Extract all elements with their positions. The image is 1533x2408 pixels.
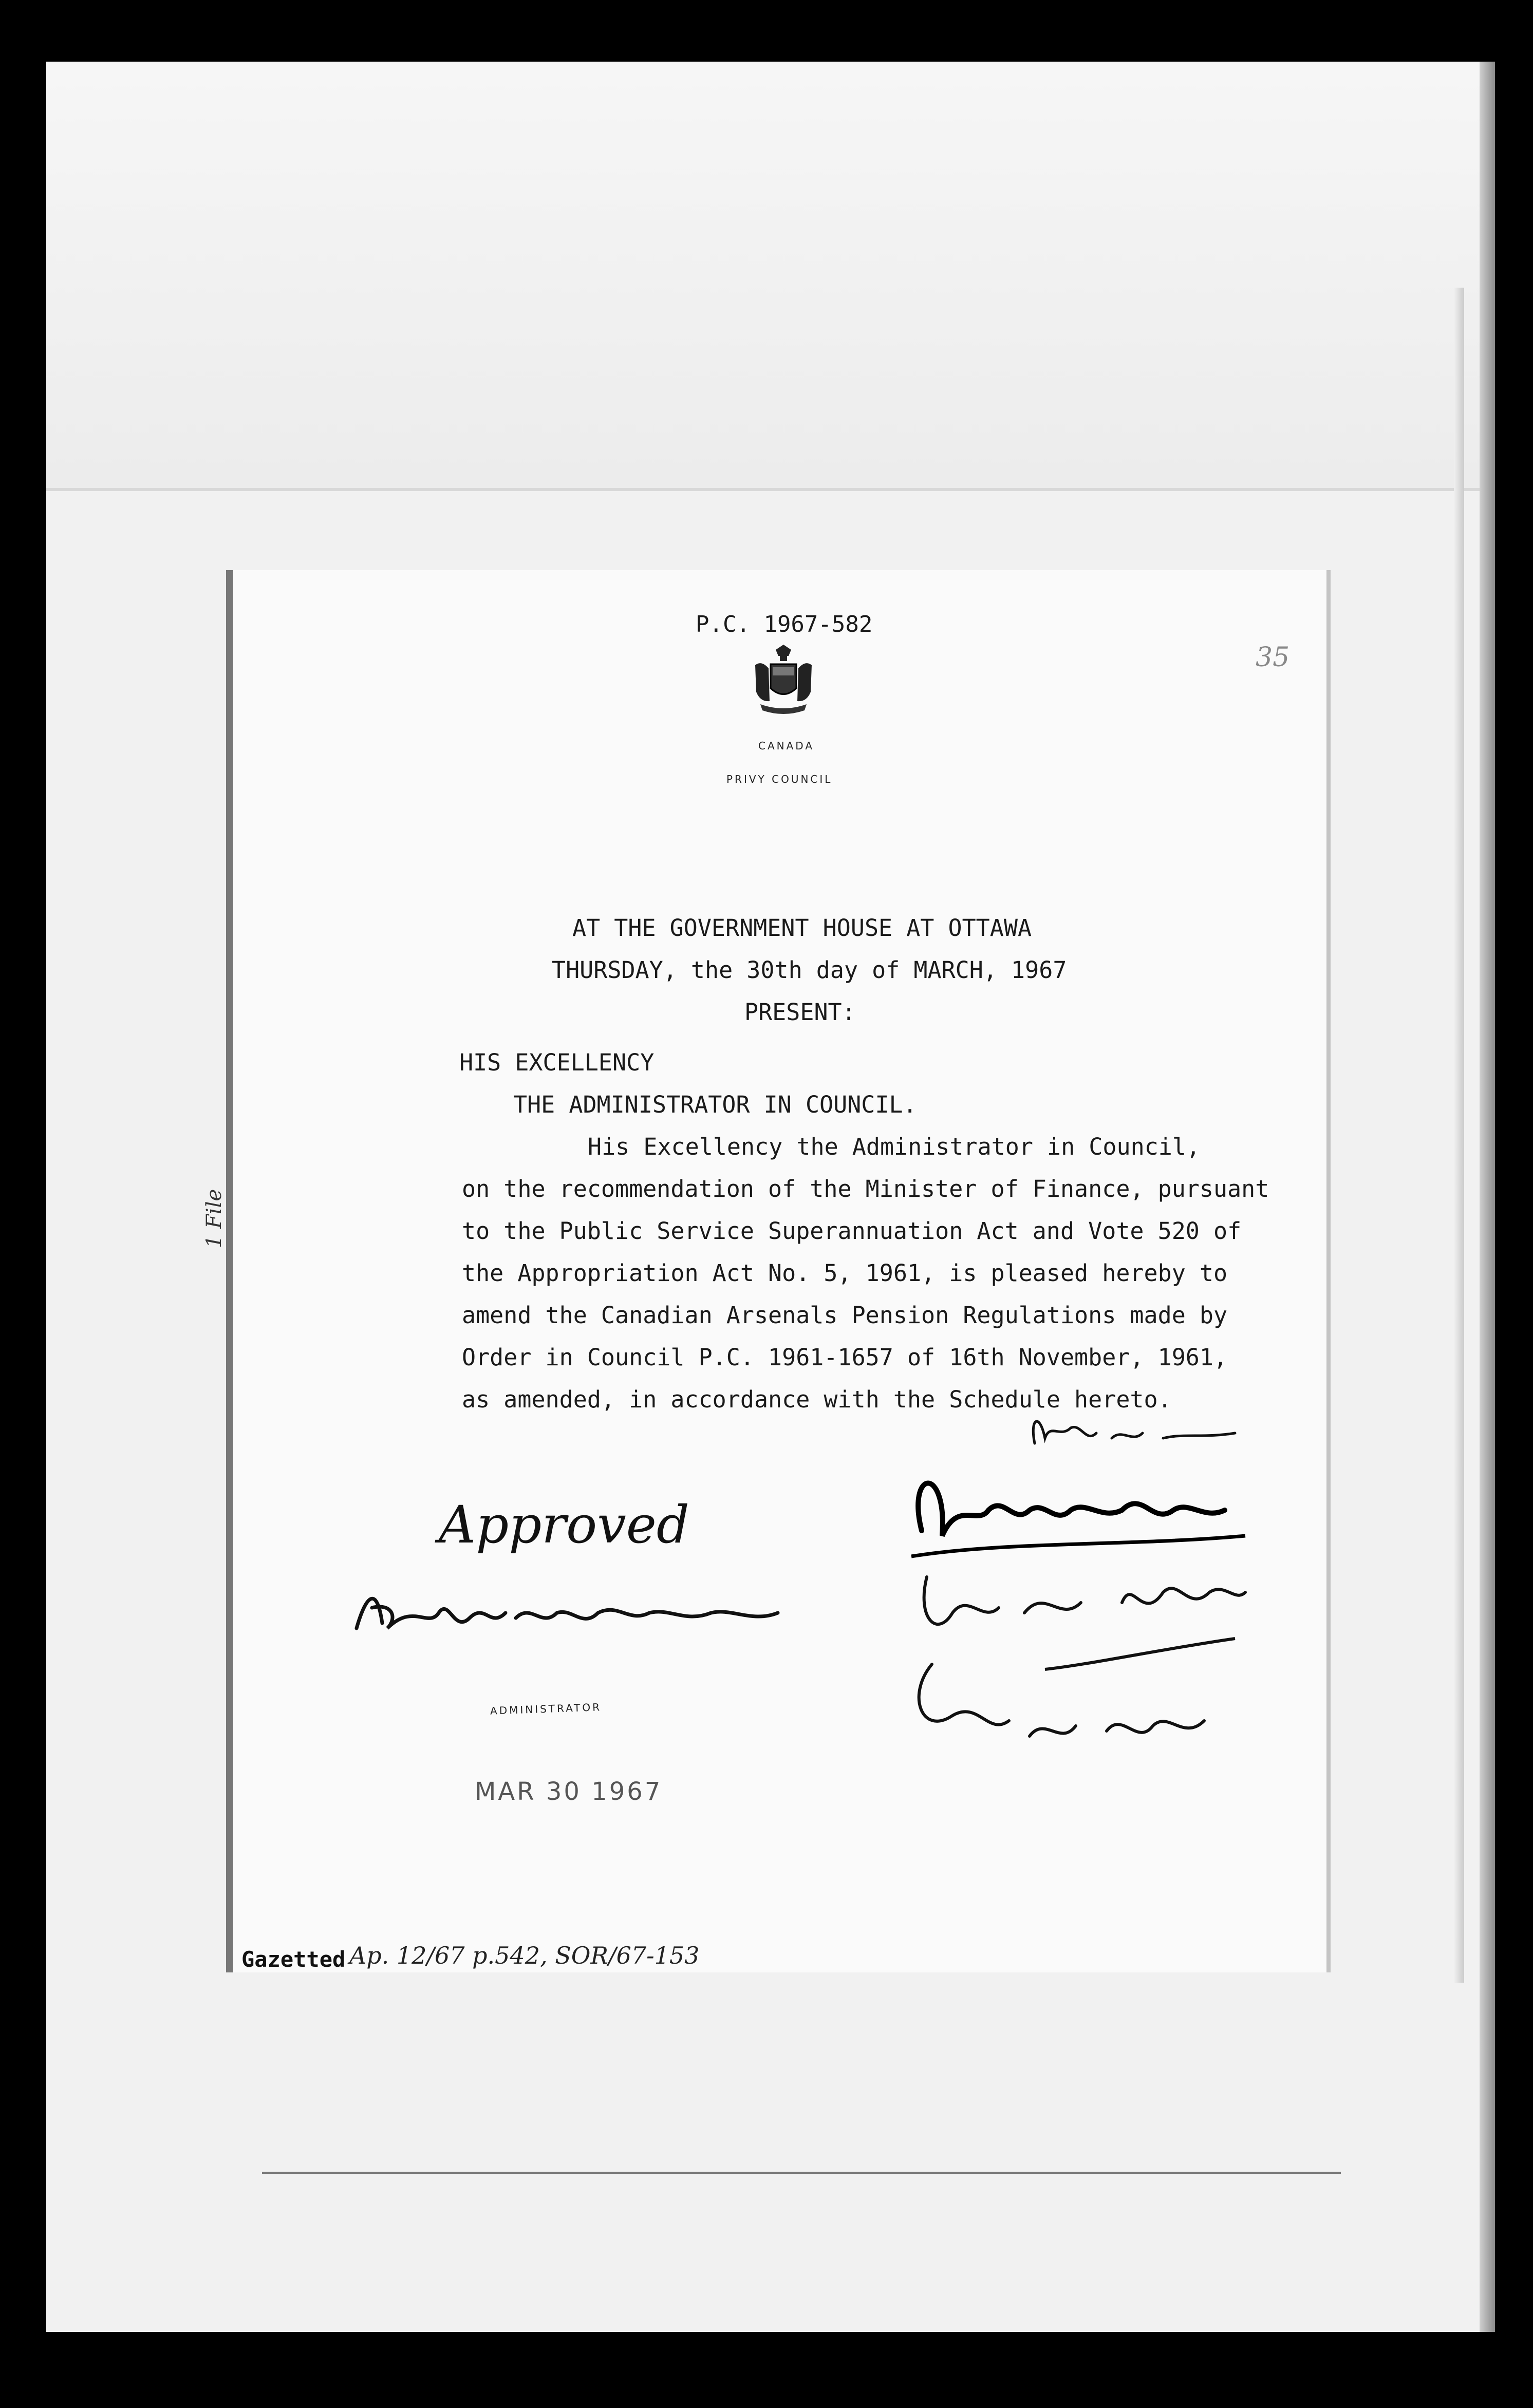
approved-handwriting: Approved	[439, 1495, 689, 1555]
body-line: His Excellency the Administrator in Council,	[588, 1133, 1201, 1160]
margin-note: 1 File	[202, 1189, 226, 1248]
page-edge-shadow	[1454, 288, 1464, 1983]
top-sheet-edge	[46, 62, 1495, 491]
privy-council-label: PRIVY COUNCIL	[726, 773, 833, 785]
country-label: CANADA	[758, 740, 815, 752]
body-line: to the Public Service Superannuation Act and Vote 520 of	[462, 1217, 1242, 1245]
body-line: amend the Canadian Arsenals Pension Regulations made by	[462, 1302, 1228, 1329]
present-label: PRESENT:	[744, 999, 856, 1026]
binding-edge	[1480, 62, 1495, 2332]
place-line: AT THE GOVERNMENT HOUSE AT OTTAWA	[572, 914, 1032, 942]
gazetted-label: Gazetted	[241, 1947, 346, 1972]
date-stamp: MAR 30 1967	[475, 1777, 663, 1806]
body-line: on the recommendation of the Minister of Finance, pursuant	[462, 1175, 1269, 1202]
body-line: as amended, in accordance with the Schedule hereto.	[462, 1386, 1172, 1413]
order-in-council-page	[202, 570, 1331, 1972]
date-line: THURSDAY, the 30th day of MARCH, 1967	[552, 956, 1067, 984]
minister-signatures	[875, 1407, 1266, 1808]
page-number-mark: 35	[1256, 642, 1290, 673]
administrator-signature	[351, 1572, 824, 1654]
addressee-line-1: HIS EXCELLENCY	[459, 1049, 655, 1076]
body-line: the Appropriation Act No. 5, 1961, is pleased hereby to	[462, 1259, 1228, 1287]
administrator-label: ADMINISTRATOR	[490, 1701, 602, 1717]
addressee-line-2: THE ADMINISTRATOR IN COUNCIL.	[513, 1091, 917, 1118]
bottom-rule	[262, 2172, 1341, 2174]
coat-of-arms-icon	[750, 645, 817, 722]
order-number: P.C. 1967-582	[696, 611, 873, 637]
gazetted-note: Ap. 12/67 p.542, SOR/67-153	[349, 1942, 700, 1969]
body-line: Order in Council P.C. 1961-1657 of 16th November, 1961,	[462, 1344, 1228, 1371]
